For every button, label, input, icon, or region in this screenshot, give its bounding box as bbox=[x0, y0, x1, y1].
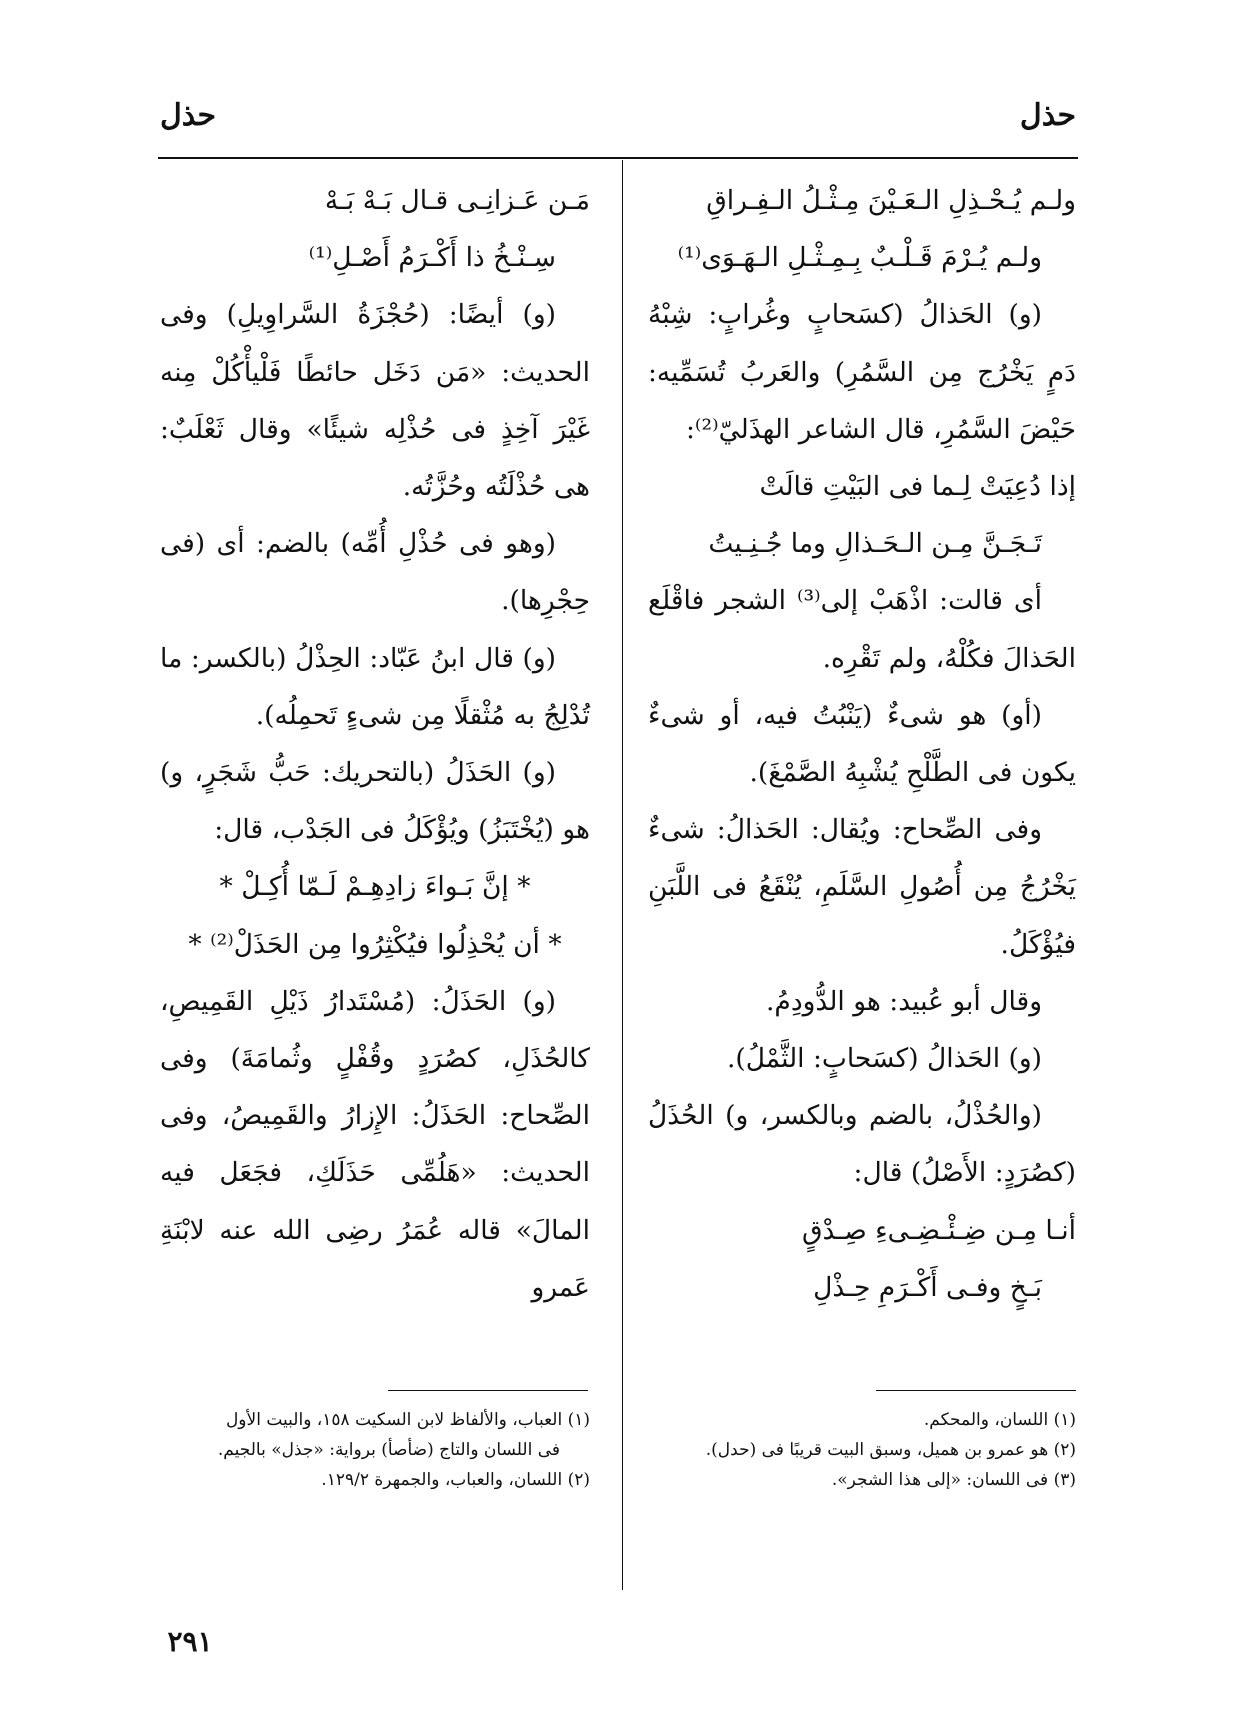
verse-line: سِـنْـخُ ذا أَكْـرَمُ أَصْـلِ⁽¹⁾ bbox=[308, 242, 556, 274]
running-head-left: حذل bbox=[160, 97, 217, 133]
verse-line: مَـن عَـزانِـى قـال بَـهْ بَـهْ bbox=[324, 185, 590, 216]
footnotes-right bbox=[648, 1405, 1076, 1495]
verse-line: ولـم يُـحْـذِلِ الـعَـيْنَ مِـثْـلُ الـفِـراقِ bbox=[706, 185, 1076, 216]
page-header bbox=[160, 92, 1076, 138]
entry-paragraph: (و) قال ابنُ عَبّاد: الحِذْلُ (بالكسر: ما تُدْلِجُ به مُثْقلًا مِن شىءٍ تَحمِلُه). bbox=[160, 642, 590, 731]
verse-line: ولـم يُـرْمَ قَـلْـبٌ بِـمِـثْـلِ الـهَـوَى⁽¹⁾ bbox=[677, 242, 1042, 274]
entry-paragraph: أى قالت: اذْهَبْ إلى⁽³⁾ الشجر فاقْلَع الحَذالَ فكُلْهُ، ولم تَقْرِه. bbox=[648, 585, 1076, 674]
verse-line: إذا دُعِيَتْ لِـما فى البَيْتِ قالَتْ bbox=[759, 471, 1076, 503]
left-column bbox=[160, 172, 590, 1316]
verse-line: أنـا مِـن ضِـئْـضِـىءِ صِـدْقٍ bbox=[801, 1214, 1076, 1246]
footnote: (٢) اللسان، والعباب، والجمهرة ١٢٩/٢. bbox=[321, 1470, 590, 1490]
column-divider bbox=[622, 160, 623, 1590]
footnote-continuation: فى اللسان والتاج (ضأصأ) برواية: «جذل» بالجيم. bbox=[217, 1440, 560, 1460]
verse-line: * إنَّ بَـواءَ زادِهِـمْ لَـمّا أُكِـلْ * bbox=[219, 871, 531, 903]
entry-paragraph: (وهو فى حُذْلِ أُمِّه) بالضم: أى (فى حِجْرِها). bbox=[160, 528, 590, 617]
entry-paragraph: (و) أيضًا: (حُجْزَةُ السَّراوِيلِ) وفى الحديث: «مَن دَخَل حائطًا فَلْيأْكُلْ مِنه غَيْرَ آخِذٍ فى حُذْلِه شيئًا» وقال ثَعْلَبٌ: هى حُذْلَتُه وحُزَّتُه. bbox=[160, 299, 590, 503]
footnote-rule bbox=[876, 1390, 1076, 1391]
footnote: (١) اللسان، والمحكم. bbox=[923, 1410, 1076, 1430]
right-column bbox=[648, 172, 1076, 1316]
page-number: ٢٩١ bbox=[167, 1625, 213, 1658]
entry-paragraph: وقال أبو عُبيد: هو الدُّودِمُ. bbox=[766, 985, 1042, 1017]
entry-paragraph: (و) الحَذَلُ: (مُسْتَدارُ ذَيْلِ القَمِيصِ، كالحُذَلِ، كصُرَدٍ وقُفْلٍ وثُمامَةَ) وفى الصِّحاح: الحَذَلُ: الإِزارُ والقَمِيصُ، وفى الحديث: «هَلُمِّى حَذَلَكِ، فجَعَل فيه المالَ» قاله عُمَرُ رضِى الله عنه لابْنَةِ عَمرو bbox=[160, 985, 590, 1303]
footnote-rule bbox=[388, 1390, 588, 1391]
footnote: (١) العباب، والألفاظ لابن السكيت ١٥٨، والبيت الأول bbox=[225, 1410, 590, 1430]
entry-paragraph: (و) الحَذَلُ (بالتحريك: حَبُّ شَجَرٍ، و) هو (يُخْتَبَزُ) ويُؤْكَلُ فى الجَدْب، قال: bbox=[160, 757, 590, 846]
footnote: (٣) فى اللسان: «إلى هذا الشجر». bbox=[831, 1470, 1076, 1490]
entry-paragraph: (و) الحَذالُ (كسَحابٍ: الثَّمْلُ). bbox=[726, 1043, 1042, 1075]
header-rule bbox=[158, 157, 1078, 159]
footnote: (٢) هو عمرو بن هميل، وسبق البيت قريبًا فى (حدل). bbox=[705, 1440, 1076, 1460]
running-head-right: حذل bbox=[1019, 97, 1076, 133]
entry-paragraph: وفى الصِّحاح: ويُقال: الحَذالُ: شىءٌ يَخْرُجُ مِن أُصُولِ السَّلَمِ، يُنْقَعُ فى اللَّبَنِ فيُؤْكَلُ. bbox=[648, 814, 1076, 960]
entry-paragraph: (و) الحَذالُ (كسَحابٍ وغُرابٍ: شِبْهُ دَمٍ يَخْرُج مِن السَّمُرِ) والعَربُ تُسَمِّيه: حَيْضَ السَّمُرِ، قال الشاعر الهذَليّ⁽²⁾: bbox=[648, 299, 1076, 445]
footnotes-left bbox=[160, 1405, 590, 1495]
verse-line: * أن يُحْذِلُوا فيُكْثِرُوا مِن الحَذَلْ⁽²⁾ * bbox=[188, 928, 562, 960]
entry-paragraph: (أو) هو شىءٌ (يَنْبُتُ فيه، أو شىءٌ يكون فى الطَّلْحِ يُشْبِهُ الصَّمْغَ). bbox=[648, 699, 1076, 789]
verse-line: بَـخٍ وفـى أَكْـرَمِ حِـذْلِ bbox=[813, 1271, 1042, 1303]
verse-line: تَـجَـنَّ مِـن الـحَـذالِ وما جُـنِـيتُ bbox=[708, 528, 1042, 560]
entry-paragraph: (والحُذْلُ، بالضم وبالكسر، و) الحُذَلُ (كصُرَدٍ: الأَصْلُ) قال: bbox=[648, 1100, 1076, 1189]
